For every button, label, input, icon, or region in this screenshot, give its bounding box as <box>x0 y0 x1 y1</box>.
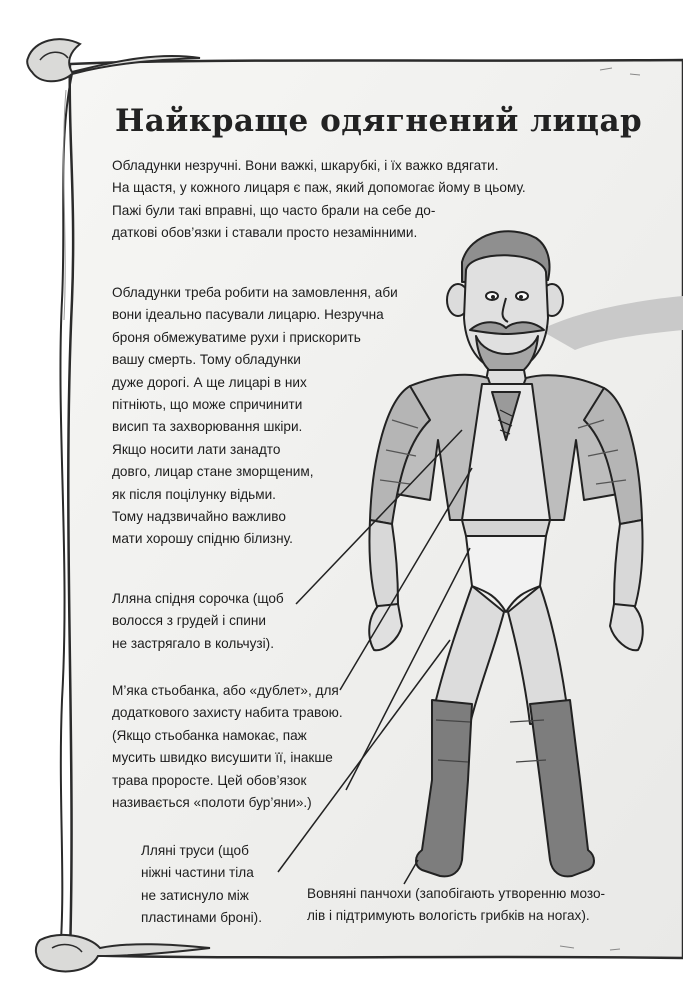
intro-line: даткові обов’язки і ставали просто незамінними. <box>112 225 418 241</box>
intro-line: На щастя, у кожного лицаря є паж, який допомогає йому в цьому. <box>112 180 526 196</box>
armour-line: вашу смерть. Тому обладунки <box>112 352 301 368</box>
underpants-line: пластинами броні). <box>141 910 262 926</box>
doublet-line: мусить швидко висушити її, інакше <box>112 750 333 766</box>
shirt-line: волосся з грудей і спини <box>112 613 266 629</box>
doublet-line: М’яка стьобанка, або «дублет», для <box>112 683 339 698</box>
doublet-line: трава проросте. Цей обов’язок <box>112 772 307 788</box>
underpants-line: ніжні частини тіла <box>141 865 254 881</box>
shirt-line: Лляна спідня сорочка (щоб <box>112 591 284 606</box>
armour-line: Тому надзвичайно важливо <box>112 509 286 525</box>
armour-line: Обладунки треба робити на замовлення, аби <box>112 285 398 300</box>
armour-paragraph <box>112 282 398 551</box>
armour-line: дуже дорогі. А ще лицарі в них <box>112 374 307 390</box>
stockings-line: Вовняні панчохи (запобігають утворенню мозо- <box>307 886 606 901</box>
doublet-line: (Якщо стьобанка намокає, паж <box>112 727 307 743</box>
armour-line: броня обмежуватиме рухи і прискорить <box>112 329 361 345</box>
intro-line: Обладунки незручні. Вони важкі, шкарубкі, і їх важко вдягати. <box>112 158 499 173</box>
armour-line: мати хорошу спідню білизну. <box>112 531 293 547</box>
underpants-caption <box>141 840 262 930</box>
armour-line: як після поцілунку відьми. <box>112 486 276 502</box>
armour-line: висип та захворювання шкіри. <box>112 419 303 435</box>
shirt-caption <box>112 588 284 655</box>
intro-line: Пажі були такі вправні, що часто брали на себе до- <box>112 202 436 218</box>
armour-line: пітніють, що може спричинити <box>112 397 303 413</box>
doublet-line: додаткового захисту набита травою. <box>112 705 343 721</box>
doublet-line: називається «полоти бур’яни».) <box>112 795 312 811</box>
underpants-line: не затиснуло між <box>141 887 249 903</box>
armour-line: довго, лицар стане зморщеним, <box>112 464 314 480</box>
page-title: Найкраще одягнений лицар <box>115 103 643 139</box>
intro-paragraph <box>112 155 526 245</box>
doublet-caption <box>112 680 343 814</box>
underpants-line: Лляні труси (щоб <box>141 843 249 858</box>
stockings-caption <box>307 883 605 928</box>
stockings-line: лів і підтримують вологість грибків на ногах). <box>307 908 590 924</box>
armour-line: Якщо носити лати занадто <box>112 441 281 457</box>
shirt-line: не застрягало в кольчузі). <box>112 635 274 651</box>
armour-line: вони ідеально пасували лицарю. Незручна <box>112 307 384 323</box>
